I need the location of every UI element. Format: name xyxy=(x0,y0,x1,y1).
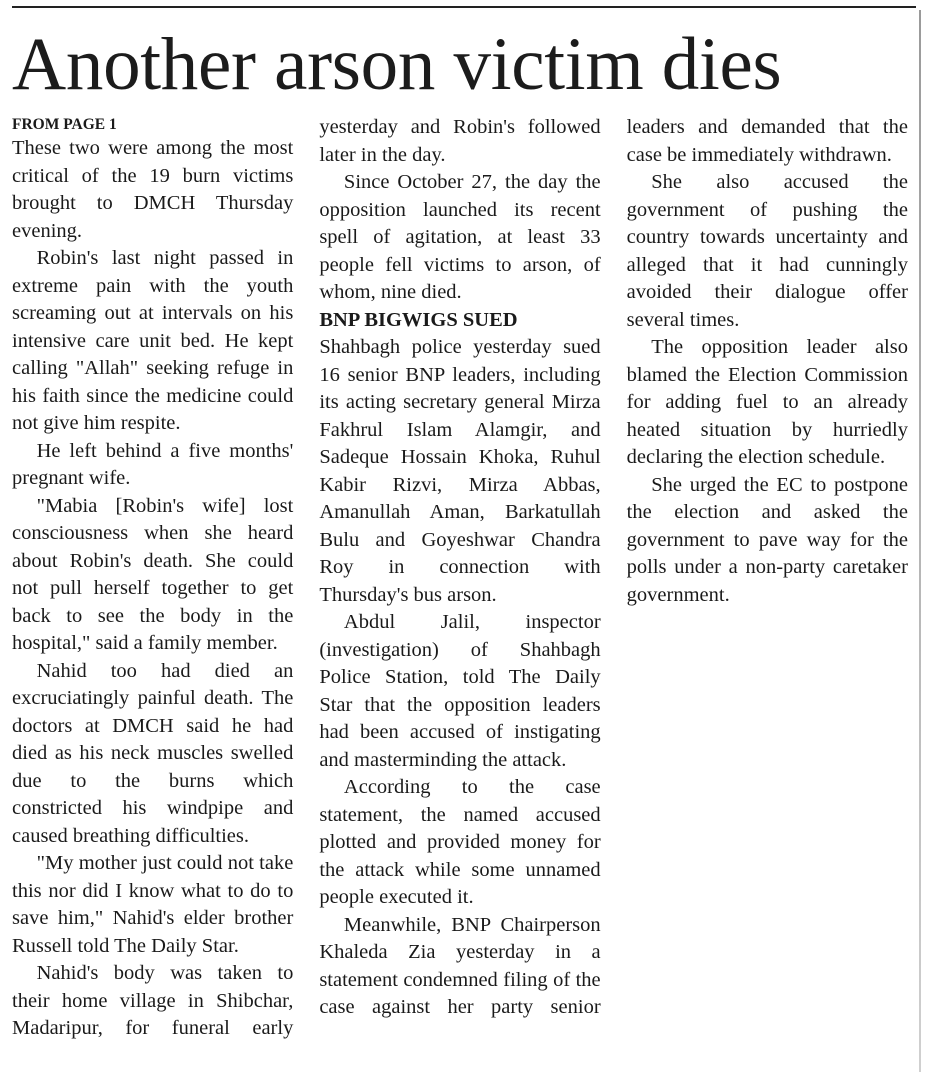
subhead: BNP BIGWIGS SUED xyxy=(319,308,518,331)
article-paragraph: Abdul Jalil, inspector (investigation) of Shahbagh Police Station, told The Daily Star that the opposition leaders had been accused of instigating and masterminding the attack. xyxy=(319,611,601,771)
top-rule xyxy=(12,6,916,8)
article-paragraph: He left behind a five months' pregnant wife. xyxy=(12,439,294,489)
article-paragraph: She urged the EC to postpone the election and asked the government to pave way for the polls under a non-party caretaker government. xyxy=(626,473,908,606)
article-paragraph: Since October 27, the day the opposition launched its recent spell of agitation, at least 33 people fell victims to arson, of whom, nine died. xyxy=(319,171,601,303)
article-paragraph: "Mabia [Robin's wife] lost consciousness when she heard about Robin's death. She could not pull herself together to get back to see the body in the hospital," said a family member. xyxy=(12,494,294,654)
article-paragraph: According to the case statement, the named accused plotted and provided money for the attack while some unnamed people executed it. xyxy=(319,776,601,908)
article-paragraph: The opposition leader also blamed the Election Commission for adding fuel to an already heated situation by hurriedly declaring the election schedule. xyxy=(626,336,908,468)
headline: Another arson victim dies xyxy=(12,23,782,106)
article-paragraph: She also accused the government of pushing the country towards uncertainty and alleged that it had cunningly avoided their dialogue offer several times. xyxy=(626,171,908,331)
article-paragraph: These two were among the most critical of the 19 burn victims brought to DMCH Thursday evening. xyxy=(12,137,294,242)
kicker: FROM PAGE 1 xyxy=(12,116,117,133)
article-paragraph: Nahid's body was taken to their home village in Shibchar, Madaripur, for funeral early yesterday and Robin's followed later in the day. xyxy=(12,116,601,1039)
article-paragraph: Shahbagh police yesterday sued 16 senior BNP leaders, including its acting secretary general Mirza Fakhrul Islam Alamgir, and Sadeque Hossain Khoka, Ruhul Kabir Rizvi, Mirza Abbas, Amanullah Aman, Barkatullah Bulu and Goyeshwar Chandra Roy in connection with Thursday's bus arson. xyxy=(319,336,601,606)
article-paragraph: Nahid too had died an excruciatingly painful death. The doctors at DMCH said he had died as his neck muscles swelled due to the burns which constricted his windpipe and caused breathing difficulties. xyxy=(12,659,294,847)
article-paragraph: Robin's last night passed in extreme pain with the youth screaming out at intervals on his intensive care unit bed. He kept calling "Allah" seeking refuge in his faith since the medicine could not give him respite. xyxy=(12,247,294,434)
article-paragraph: Meanwhile, BNP Chairperson Khaleda Zia yesterday in a statement condemned filing of the case against her party senior leaders and demanded that the case be immediately withdrawn. xyxy=(319,116,908,1018)
page-edge-shadow xyxy=(919,10,921,1072)
article-paragraph: "My mother just could not take this nor did I know what to do to save him," Nahid's elder brother Russell told The Daily Star. xyxy=(12,852,294,957)
article-body xyxy=(12,114,908,1074)
